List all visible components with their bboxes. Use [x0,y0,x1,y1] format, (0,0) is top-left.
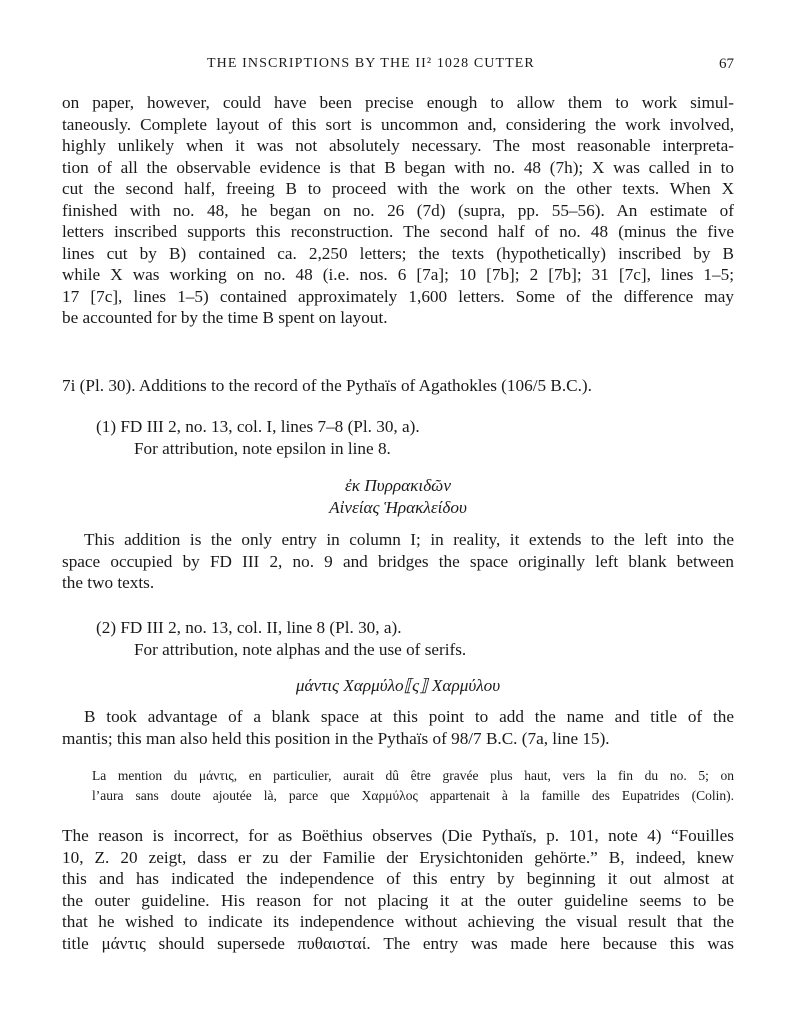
text-line: lines cut by B) contained ca. 2,250 letters; the texts (hypothetically) inscribed by B [62,243,734,263]
text-line: the outer guideline. His reason for not placing it at the outer guideline seems to be [62,890,734,910]
item-1 [96,416,734,459]
running-header [62,56,734,78]
quote-line: l’aura sans doute ajoutée là, parce que Χαρμύλος appartenait à la famille des Eupatrides (Colin). [92,788,734,803]
page-number: 67 [719,56,734,72]
section-7i-heading [62,375,734,397]
text-line: that he wished to indicate its independence without achieving the visual result that the [62,912,734,931]
text-line: 17 [7c], lines 1–5) contained approximately 1,600 letters. Some of the difference may [62,286,734,306]
text-line: B took advantage of a blank space at this point to add the name and title of the [84,707,734,726]
text-line: space occupied by FD III 2, no. 9 and bridges the space originally left blank between [62,551,734,571]
french-quotation [92,766,734,806]
text-line: The reason is incorrect, for as Boëthius observes (Die Pythaïs, p. 101, note 4) “Fouilles [62,826,734,845]
text-line: taneously. Complete layout of this sort is uncommon and, considering the work involved, [62,114,734,134]
text-line: letters inscribed supports this reconstruction. The second half of no. 48 (minus the five [62,222,734,241]
running-title: THE INSCRIPTIONS BY THE II² 1028 CUTTER [207,56,535,71]
text-line: cut the second half, freeing B to proceed with the work on the other texts. When X [62,179,734,198]
paragraph-3 [62,706,734,749]
text-line: this and has indicated the independence of this entry by beginning it out almost at [62,869,734,888]
text-line: while X was working on no. 48 (i.e. nos. 6 [7a]; 10 [7b]; 2 [7b]; 31 [7c], lines 1–5; [62,265,734,284]
text-line: title μάντις should supersede πυθαισταί. The entry was made here because this was [62,933,734,953]
text-line: finished with no. 48, he began on no. 26 (7d) (supra, pp. 55–56). An estimate of [62,200,734,220]
item-1-greek [62,475,734,518]
text-line: the two texts. [62,573,155,592]
item-2-greek [62,675,734,697]
quote-line: La mention du μάντις, en particulier, aurait dû être gravée plus haut, vers la fin du no. 5; on [92,768,734,783]
text-line: on paper, however, could have been precise enough to allow them to work simul- [62,93,734,112]
paragraph-2 [62,529,734,594]
text-line: 10, Z. 20 zeigt, dass er zu der Familie der Erysichtoniden gehörte.” B, indeed, knew [62,847,734,867]
paragraph-1 [62,92,734,329]
greek-line: ἐκ Πυρρακιδῶν [345,476,451,495]
paragraph-4 [62,825,734,954]
item-1-citation: (1) FD III 2, no. 13, col. I, lines 7–8 (Pl. 30, a). [96,417,420,436]
item-2-attribution: For attribution, note alphas and the use of serifs. [134,639,467,659]
item-1-attribution: For attribution, note epsilon in line 8. [134,438,391,458]
greek-line: Αἰνείας Ἡρακλείδου [329,497,467,517]
text-line: be accounted for by the time B spent on layout. [62,308,388,327]
item-2-citation: (2) FD III 2, no. 13, col. II, line 8 (Pl. 30, a). [96,618,402,637]
item-2 [96,617,734,660]
section-heading-text: 7i (Pl. 30). Additions to the record of the Pythaïs of Agathokles (106/5 B.C.). [62,376,592,395]
text-line: highly unlikely when it was not absolutely necessary. The most reasonable interpreta- [62,136,734,155]
greek-line: μάντις Χαρμύλο⟦ς⟧ Χαρμύλου [295,676,501,695]
text-line: tion of all the observable evidence is that B began with no. 48 (7h); X was called in to [62,157,734,177]
text-line: This addition is the only entry in column I; in reality, it extends to the left into the [84,530,734,549]
text-line: mantis; this man also held this position in the Pythaïs of 98/7 B.C. (7a, line 15). [62,728,610,748]
